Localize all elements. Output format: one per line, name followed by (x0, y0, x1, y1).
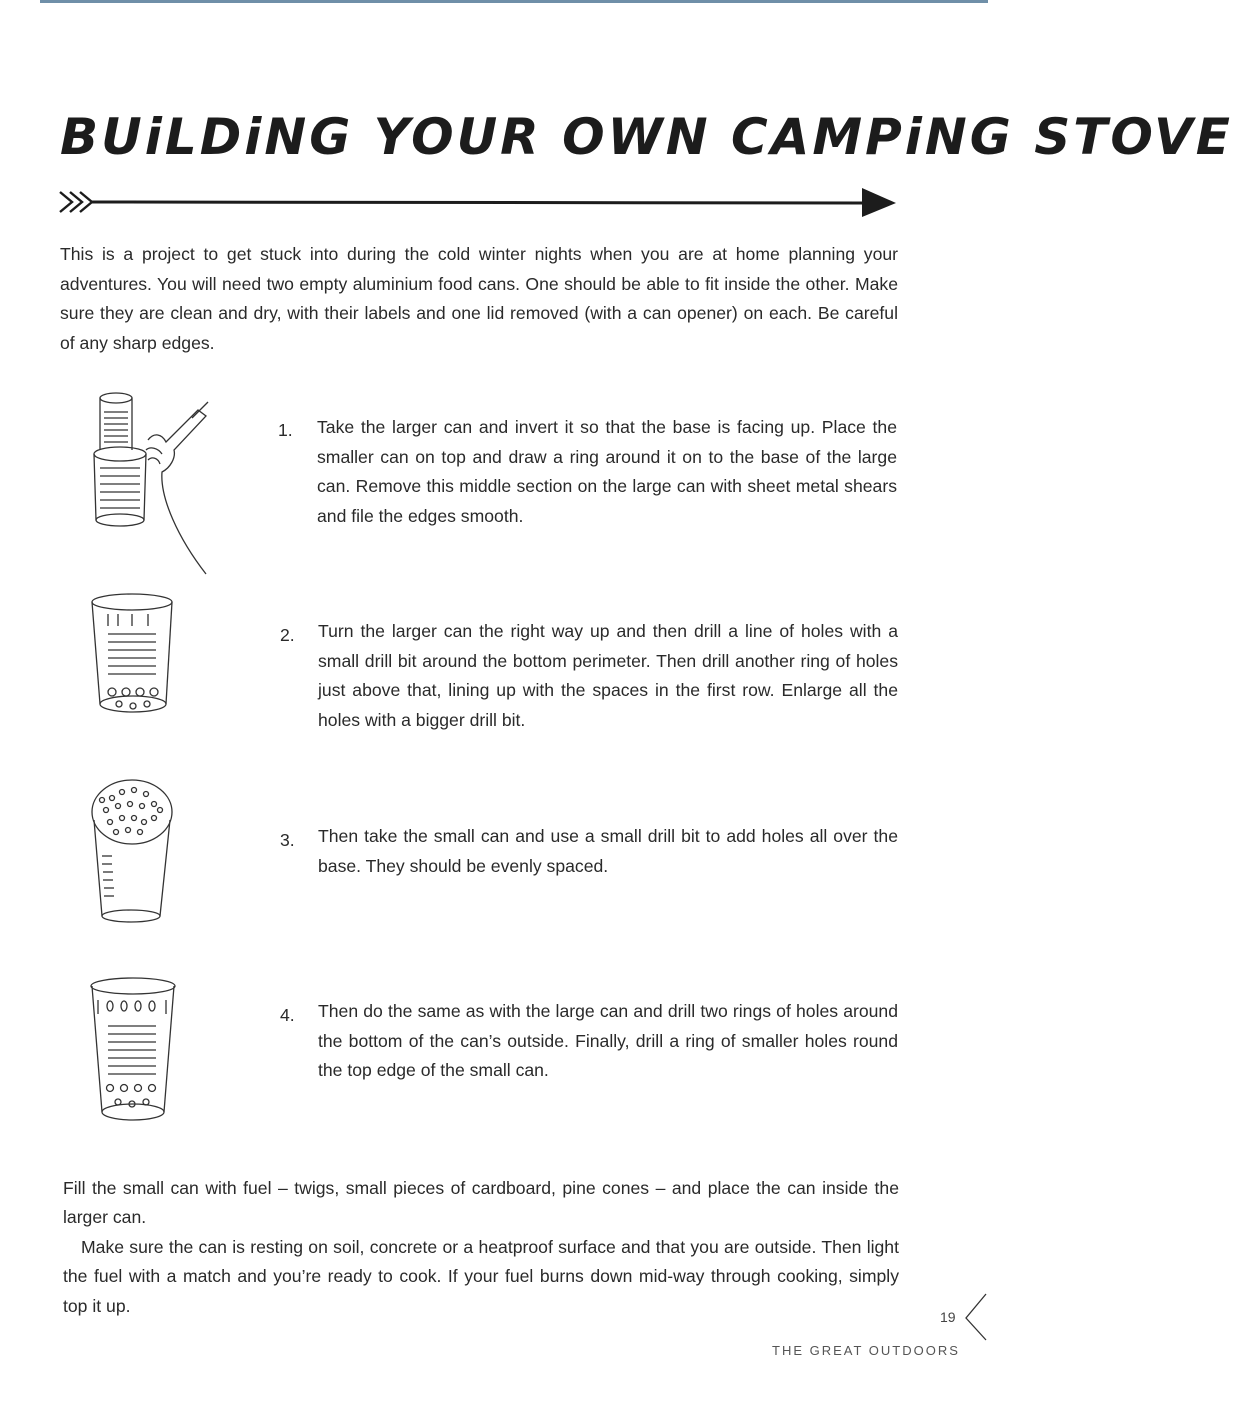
page-title: BUiLDiNG YOUR OWN CAMPiNG STOVE (60, 108, 1233, 166)
large-can-with-holes-icon (88, 592, 178, 720)
step-4-text: Then do the same as with the large can and drill two rings of holes around the bottom of the can’s outside. Finally, drill a ring of smaller holes round the top edge of the small can. (318, 1001, 898, 1081)
closing-text (63, 1174, 899, 1321)
page-number: 19 (940, 1309, 956, 1325)
chevron-left-icon (962, 1292, 988, 1342)
step-3-number: 3. (280, 830, 295, 850)
step-2-text: Turn the larger can the right way up and then drill a line of holes with a small drill bit around the bottom perimeter. Then drill another ring of holes just above that, lining up with the spaces in the first row. Enlarge all the holes with a bigger drill bit. (318, 621, 898, 730)
section-label: THE GREAT OUTDOORS (772, 1343, 960, 1358)
hand-drawing-ring-on-can-icon (88, 388, 218, 578)
small-can-base-holes-icon (88, 776, 178, 926)
top-rule (40, 0, 988, 3)
title-arrow-icon (58, 184, 898, 220)
closing-paragraph-1: Fill the small can with fuel – twigs, small pieces of cardboard, pine cones – and place the can inside the larger can. (63, 1178, 899, 1228)
closing-paragraph-2: Make sure the can is resting on soil, concrete or a heatproof surface and that you are outside. Then light the fuel with a match and you’re ready to cook. If your fuel burns down mid-way through cooking, simply top it up. (63, 1236, 899, 1316)
step-1-text: Take the larger can and invert it so that the base is facing up. Place the smaller can on top and draw a ring around it on to the base of the large can. Remove this middle section on the large can with sheet metal shears and file the edges smooth. (317, 417, 897, 526)
step-2-number: 2. (280, 625, 295, 645)
step-3-text: Then take the small can and use a small drill bit to add holes all over the base. They should be evenly spaced. (318, 826, 898, 876)
intro-paragraph: This is a project to get stuck into during the cold winter nights when you are at home planning your adventures. You will need two empty aluminium food cans. One should be able to fit inside the other. Make sure they are clean and dry, with their labels and one lid removed (with a can opener) on each. Be careful of any sharp edges. (60, 244, 898, 353)
step-1-number: 1. (278, 420, 293, 440)
small-can-ring-holes-icon (88, 976, 178, 1124)
step-4-number: 4. (280, 1005, 295, 1025)
